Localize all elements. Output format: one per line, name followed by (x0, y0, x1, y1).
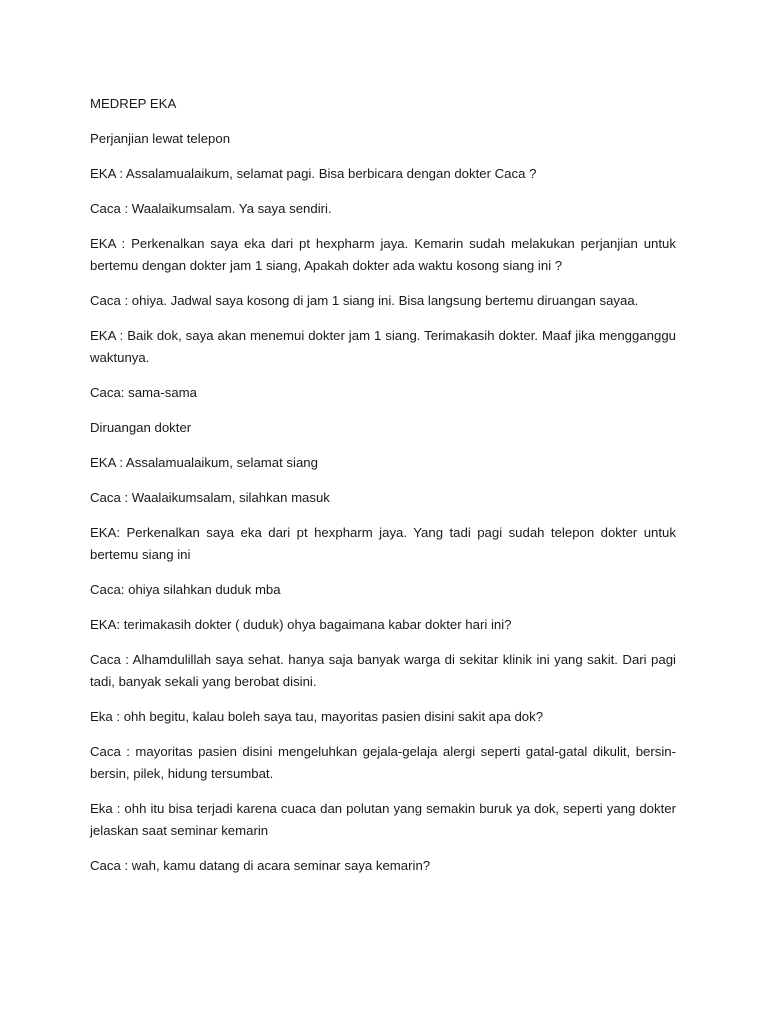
dialogue-line: EKA: terimakasih dokter ( duduk) ohya bagaimana kabar dokter hari ini? (90, 617, 512, 632)
document-page (90, 93, 676, 890)
dialogue-line: Caca : Waalaikumsalam, silahkan masuk (90, 490, 330, 505)
dialogue-line: Caca : Waalaikumsalam. Ya saya sendiri. (90, 201, 332, 216)
dialogue-line: Caca : mayoritas pasien disini mengeluhkan gejala-gelaja alergi seperti gatal-gatal dikulit, bersin-bersin, pilek, hidung tersumbat. (90, 744, 676, 781)
dialogue-line: EKA : Assalamualaikum, selamat siang (90, 455, 318, 470)
dialogue-line: Caca: ohiya silahkan duduk mba (90, 582, 281, 597)
dialogue-line: Caca: sama-sama (90, 385, 198, 400)
section-heading-phone: Perjanjian lewat telepon (90, 131, 231, 146)
dialogue-line: EKA: Perkenalkan saya eka dari pt hexpharm jaya. Yang tadi pagi sudah telepon dokter untuk bertemu siang ini (90, 525, 676, 562)
dialogue-line: EKA : Perkenalkan saya eka dari pt hexpharm jaya. Kemarin sudah melakukan perjanjian untuk bertemu dengan dokter jam 1 siang, Apakah dokter ada waktu kosong siang ini ? (90, 236, 676, 273)
dialogue-line: Eka : ohh begitu, kalau boleh saya tau, mayoritas pasien disini sakit apa dok? (90, 709, 544, 724)
dialogue-line: Eka : ohh itu bisa terjadi karena cuaca dan polutan yang semakin buruk ya dok, seperti yang dokter jelaskan saat seminar kemarin (90, 801, 676, 838)
dialogue-line: Caca : ohiya. Jadwal saya kosong di jam 1 siang ini. Bisa langsung bertemu diruangan sayaa. (90, 293, 639, 308)
document-title: MEDREP EKA (90, 96, 177, 111)
section-heading-office: Diruangan dokter (90, 420, 192, 435)
dialogue-line: EKA : Baik dok, saya akan menemui dokter jam 1 siang. Terimakasih dokter. Maaf jika mengganggu waktunya. (90, 328, 676, 365)
dialogue-line: Caca : wah, kamu datang di acara seminar saya kemarin? (90, 858, 431, 873)
dialogue-line: Caca : Alhamdulillah saya sehat. hanya saja banyak warga di sekitar klinik ini yang sakit. Dari pagi tadi, banyak sekali yang berobat disini. (90, 652, 676, 689)
dialogue-line: EKA : Assalamualaikum, selamat pagi. Bisa berbicara dengan dokter Caca ? (90, 166, 537, 181)
